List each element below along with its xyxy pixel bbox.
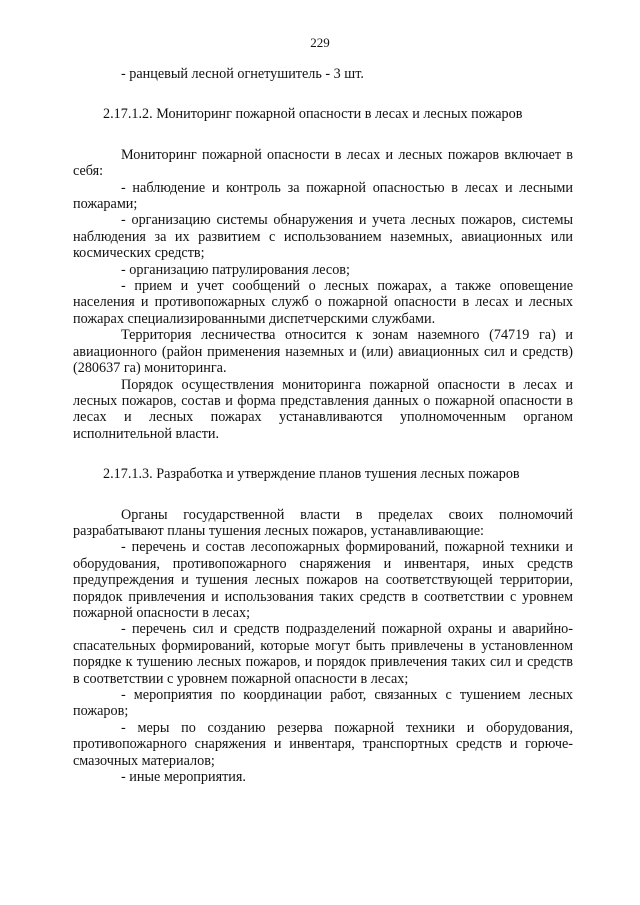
spacer [73,442,573,466]
section-heading: 2.17.1.3. Разработка и утверждение планов тушения лесных пожаров [103,466,520,483]
paragraph: - прием и учет сообщений о лесных пожарах, а также оповещение населения и противопожарных служб о пожарной опасности в лесах и лесных пожарах специализированными диспетчерскими службами. [73,278,573,327]
spacer [73,123,573,147]
paragraph: - перечень и состав лесопожарных формирований, пожарной техники и оборудования, противопожарного снаряжения и инвентаря, иных средств предупреждения и тушения лесных пожаров на соответствующей территории, порядок привлечения и использования таких средств в соответствии с уровнем пожарной опасности в лесах; [73,539,573,621]
page-number: 229 [310,35,330,50]
paragraph: - организацию системы обнаружения и учета лесных пожаров, системы наблюдения за их развитием с использованием наземных, авиационных или космических средств; [73,212,573,262]
paragraph: Мониторинг пожарной опасности в лесах и лесных пожаров включает в себя: [73,146,573,180]
paragraph: - организацию патрулирования лесов; [121,261,350,278]
document-body [73,66,573,785]
paragraph: - иные мероприятия. [121,769,246,786]
paragraph: - мероприятия по координации работ, связанных с тушением лесных пожаров; [73,687,573,720]
spacer [73,483,573,507]
paragraph: Органы государственной власти в пределах своих полномочий разрабатывают планы тушения лесных пожаров, устанавливающие: [73,506,573,539]
paragraph: - меры по созданию резерва пожарной техники и оборудования, противопожарного снаряжения и инвентаря, транспортных средств и горюче-смазочных материалов; [73,719,573,769]
paragraph: Территория лесничества относится к зонам наземного (74719 га) и авиационного (район применения наземных и (или) авиационных сил и средств) (280637 га) мониторинга. [73,327,573,377]
section-heading: 2.17.1.2. Мониторинг пожарной опасности в лесах и лесных пожаров [103,106,523,123]
paragraph: Порядок осуществления мониторинга пожарной опасности в лесах и лесных пожаров, состав и форма представления данных о пожарной опасности в лесах и лесных пожарах устанавливаются уполномоченным органом исполнительной власти. [73,376,573,442]
paragraph: - наблюдение и контроль за пожарной опасностью в лесах и лесными пожарами; [73,179,573,213]
spacer [73,82,573,106]
paragraph: - ранцевый лесной огнетушитель - 3 шт. [121,66,364,82]
paragraph: - перечень сил и средств подразделений пожарной охраны и аварийно-спасательных формирований, которые могут быть привлечены в установленном порядке к тушению лесных пожаров, и порядок привлечения таких сил и средств в соответствии с уровнем пожарной опасности в лесах; [73,621,573,687]
